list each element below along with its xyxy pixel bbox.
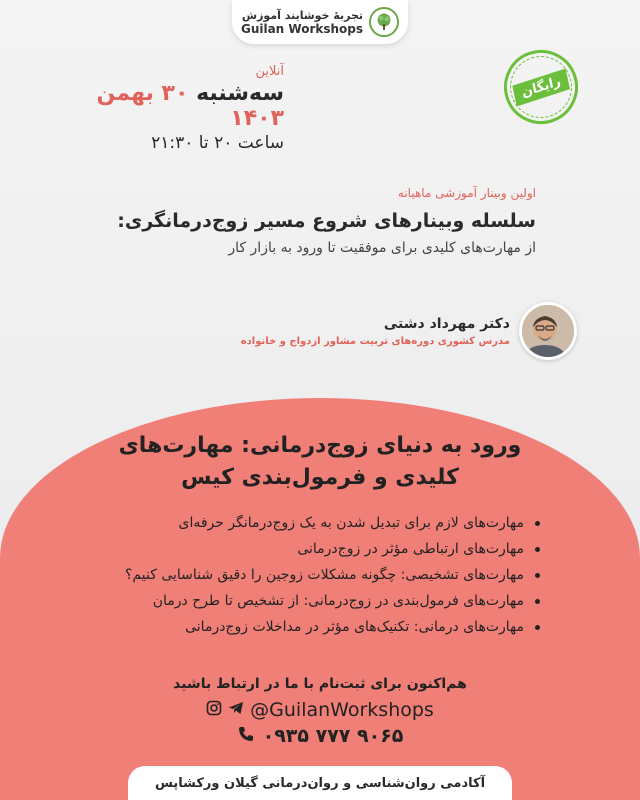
speaker-role: مدرس کشوری دوره‌های تربیت مشاور ازدواج و خانواده bbox=[240, 336, 510, 347]
footer-academy: آکادمی روان‌شناسی و روان‌درمانی گیلان ورکشاپس bbox=[128, 766, 512, 800]
pre-title: اولین وبینار آموزشی ماهیانه bbox=[397, 186, 536, 200]
speaker-avatar bbox=[519, 302, 577, 360]
skill-item: مهارت‌های فرمول‌بندی در زوج‌درمانی: از تشخیص تا طرح درمان bbox=[100, 588, 540, 614]
logo-fa: تجربهٔ خوشایند آموزش bbox=[241, 8, 364, 22]
social-row bbox=[200, 698, 440, 722]
stamp-ring bbox=[502, 48, 580, 126]
event-time: ساعت ۲۰ تا ۲۱:۳۰ bbox=[151, 133, 284, 153]
skill-item: مهارت‌های تشخیصی: چگونه مشکلات زوجین را دقیق شناسایی کنیم؟ bbox=[100, 562, 540, 588]
brand-logo[interactable] bbox=[232, 0, 408, 44]
phone-icon bbox=[237, 725, 255, 747]
social-handle[interactable]: @GuilanWorkshops bbox=[250, 699, 434, 721]
register-cta: هم‌اکنون برای ثبت‌نام با ما در ارتباط باشید bbox=[173, 676, 467, 692]
event-date: ۳۰ بهمن ۱۴۰۳ bbox=[96, 81, 284, 131]
logo-text bbox=[241, 9, 363, 36]
event-date-line bbox=[54, 81, 284, 131]
telegram-icon[interactable] bbox=[228, 700, 244, 720]
event-mode: آنلاین bbox=[255, 64, 284, 79]
skill-item: مهارت‌های ارتباطی مؤثر در زوج‌درمانی bbox=[100, 536, 540, 562]
phone-row bbox=[200, 722, 440, 750]
phone-number[interactable]: ۰۹۳۵ ۷۷۷ ۹۰۶۵ bbox=[262, 725, 404, 747]
tree-icon bbox=[369, 7, 399, 37]
panel-title-line2: کلیدی و فرمول‌بندی کیس bbox=[181, 465, 459, 490]
webinar-intro bbox=[96, 186, 536, 256]
skill-item: مهارت‌های درمانی: تکنیک‌های مؤثر در مداخلات زوج‌درمانی bbox=[100, 614, 540, 640]
free-badge-label: رایگان bbox=[512, 68, 570, 106]
panel-title-line1: ورود به دنیای زوج‌درمانی: مهارت‌های bbox=[118, 433, 522, 458]
skills-list bbox=[100, 510, 540, 640]
event-weekday: سه‌شنبه bbox=[196, 81, 284, 106]
event-datetime bbox=[54, 64, 284, 153]
webinar-title: سلسله وبینارهای شروع مسیر زوج‌درمانگری: bbox=[117, 210, 536, 232]
speaker-name: دکتر مهرداد دشتی bbox=[383, 316, 510, 332]
panel-title bbox=[60, 430, 580, 494]
free-badge bbox=[494, 40, 587, 133]
webinar-subtitle: از مهارت‌های کلیدی برای موفقیت تا ورود به بازار کار bbox=[228, 240, 536, 256]
instagram-icon[interactable] bbox=[206, 700, 222, 720]
logo-en: Guilan Workshops bbox=[240, 21, 364, 36]
skill-item: مهارت‌های لازم برای تبدیل شدن به یک زوج‌درمانگر حرفه‌ای bbox=[100, 510, 540, 536]
